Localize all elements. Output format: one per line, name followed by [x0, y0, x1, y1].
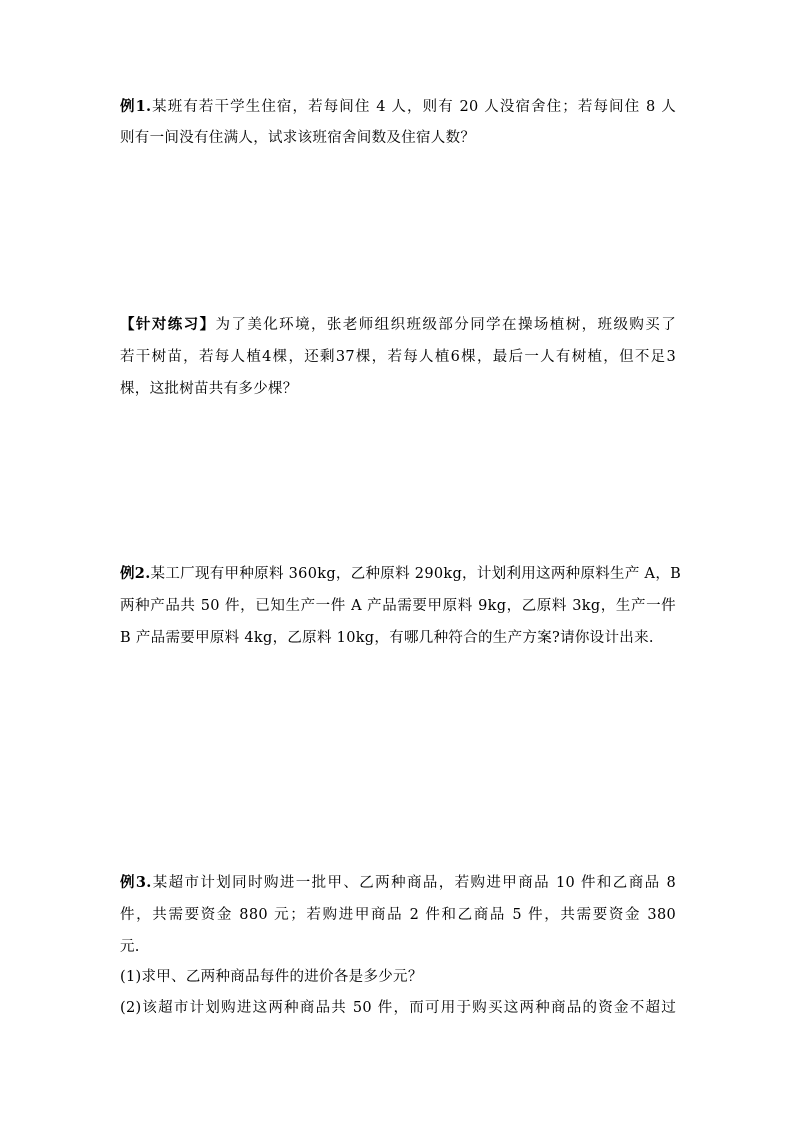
example-3-line-3: 元. [120, 939, 140, 955]
practice-text-1: 为了美化环境，张老师组织班级部分同学在操场植树，班级购买了 [215, 317, 676, 333]
example-1-label: 例1. [120, 98, 152, 115]
example-3-question-1: (1)求甲、乙两种商品每件的进价各是多少元？ [120, 969, 423, 985]
example-3-question-2: (2)该超市计划购进这两种商品共 50 件，而可用于购买这两种商品的资金不超过 [120, 1000, 676, 1016]
practice-label: 【针对练习】 [120, 316, 216, 333]
example-2-line-3: B 产品需要甲原料 4kg，乙原料 10kg，有哪几种符合的生产方案?请你设计出来. [120, 630, 654, 646]
practice-line-1 [120, 315, 676, 335]
practice-line-2: 若干树苗，若每人植4棵，还剩37棵，若每人植6棵，最后一人有树植，但不足3 [120, 349, 676, 365]
example-3-label: 例3. [120, 874, 152, 891]
example-2-line-2: 两种产品共 50 件，已知生产一件 A 产品需要甲原料 9kg，乙原料 3kg，生产一件 [120, 598, 676, 614]
practice-line-3: 棵，这批树苗共有多少棵？ [120, 381, 298, 397]
example-2-line-1 [120, 564, 682, 584]
example-1-text-1: 某班有若干学生住宿，若每间住 4 人，则有 20 人没宿舍住；若每间住 8 人 [151, 99, 676, 115]
example-2-text-1: 某工厂现有甲种原料 360kg，乙种原料 290kg，计划利用这两种原料生产 A，B [150, 566, 682, 582]
example-2-label: 例2. [120, 565, 151, 582]
example-3-line-2: 件，共需要资金 880 元；若购进甲商品 2 件和乙商品 5 件，共需要资金 380 [120, 907, 676, 923]
example-3-text-1: 某超市计划同时购进一批甲、乙两种商品，若购进甲商品 10 件和乙商品 8 [151, 875, 676, 891]
example-3-line-1 [120, 873, 676, 893]
example-1-line-1 [120, 97, 676, 117]
example-1-line-2: 则有一间没有住满人，试求该班宿舍间数及住宿人数？ [120, 130, 476, 146]
